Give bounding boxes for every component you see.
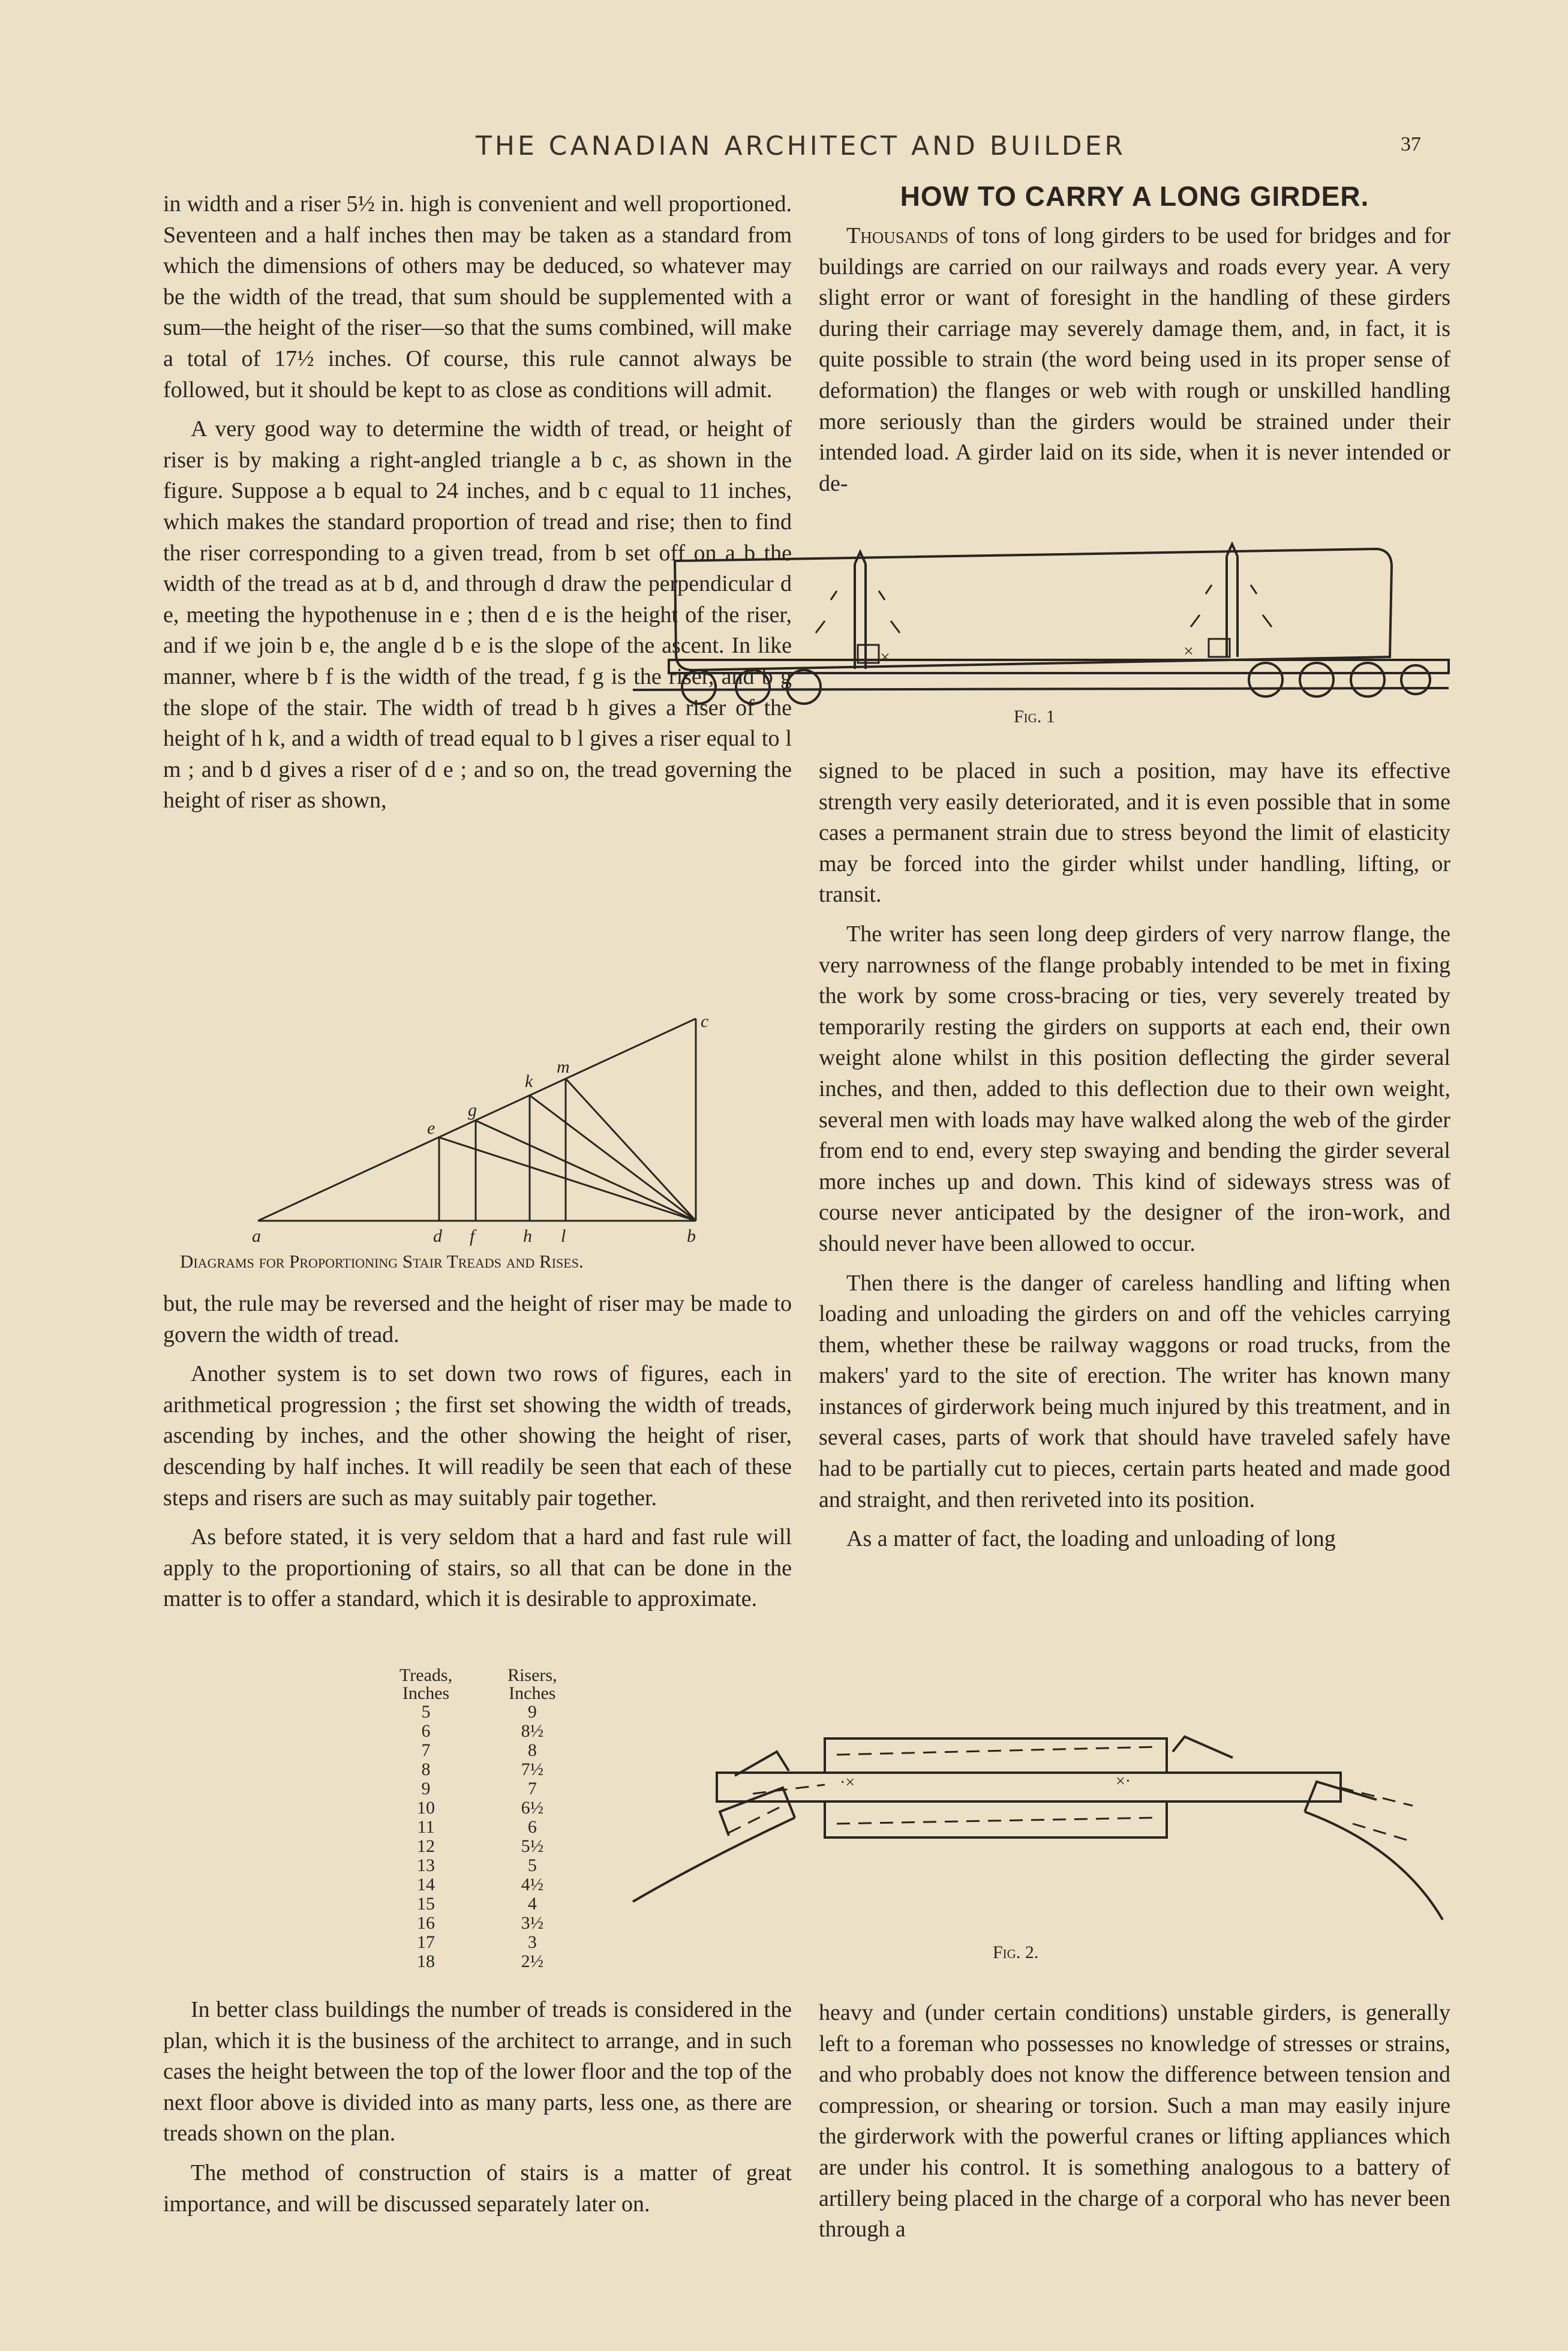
right-paragraph-1-lead: Thousands — [846, 223, 949, 248]
table-row — [372, 1933, 585, 1952]
diagram-label-e: e — [427, 1118, 435, 1138]
left-paragraph-1: in width and a riser 5½ in. high is convenient and well proportioned. Seventeen and a half inches then may be taken as a standard from which the dimensions of others may be deduced, so whatever may be the width of the tread, that sum should be supplemented with a sum—the height of the riser—so that the sums combined, will make a total of 17½ inches. Of course, this rule cannot always be followed, but it should be kept to as close as conditions will admit. — [163, 191, 792, 403]
figure-1-label: Fig. 1 — [1014, 707, 1055, 726]
tread-cell: 8 — [421, 1760, 431, 1779]
tread-cell: 12 — [417, 1836, 435, 1856]
diagram-line-bg — [476, 1121, 696, 1221]
figure-1-rail-wagon — [633, 543, 1449, 705]
left-paragraph-2-text: A very good way to determine the width of tread, or height of riser is by making a right-angled triangle a b c, as shown in the figure. Suppose a b equal to 24 inches, and b c equal to 11 inches, which makes the standard proportion of tread and rise; then to find the riser corresponding to a given tread, from b set off on a b the width of the tread as at b d, and through d draw the perpendicular d e, meeting the hypothenuse in e ; then d e is the height of the riser, and if we join b e, the angle d b e is the slope of the ascent. In like manner, where b f is the width of the tread, f g is the riser, and b g the slope of the stair. The width of tread b h gives a riser of the height of h k, and a width of tread equal to b l gives a riser equal to l m ; and b d gives a riser of d e ; and so on, the tread governing the height of riser as shown, — [163, 416, 792, 813]
left-column-upper — [163, 189, 792, 816]
svg-text:·×: ·× — [840, 1773, 855, 1792]
riser-cell: 8 — [527, 1740, 537, 1760]
diagram-label-c: c — [701, 1011, 709, 1031]
table-row — [372, 1914, 585, 1933]
table-row — [372, 1722, 585, 1741]
figure-2-label: Fig. 2. — [993, 1942, 1039, 1962]
tread-cell: 5 — [421, 1702, 431, 1722]
tread-cell: 6 — [421, 1721, 431, 1741]
diagram-label-d: d — [433, 1226, 442, 1246]
tread-cell: 16 — [417, 1913, 435, 1933]
stair-proportion-diagram — [252, 1011, 720, 1254]
diagram-label-m: m — [557, 1057, 570, 1077]
riser-cell: 7½ — [521, 1760, 544, 1779]
diagram-label-k: k — [525, 1071, 533, 1091]
svg-text:×: × — [880, 647, 890, 667]
table-row — [372, 1818, 585, 1837]
diagram-label-h: h — [523, 1226, 532, 1246]
right-paragraph-1 — [819, 221, 1450, 499]
left-paragraph-6: In better class buildings the number of treads is considered in the plan, which it is the business of the architect to arrange, and in such cases the height between the top of the lower floor and the top of the next floor above is divided into as many parts, less one, as there are treads shown on the plan. — [163, 1997, 792, 2146]
tread-cell: 9 — [421, 1779, 431, 1798]
diagram-label-a: a — [252, 1226, 261, 1246]
riser-cell: 8½ — [521, 1721, 544, 1741]
right-column-upper — [819, 221, 1450, 499]
riser-cell: 5½ — [521, 1836, 544, 1856]
tread-cell: 17 — [417, 1932, 435, 1952]
right-paragraph-6: heavy and (under certain conditions) unstable girders, is generally left to a foreman who possesses no knowledge of stresses or strains, and who probably does not know the difference between tension and compression, or shearing or torsion. Such a man may easily injure the girderwork with the powerful cranes or lifting appliances which are under his control. It is something analogous to a battery of artillery being placed in the charge of a corporal who has never been through a — [819, 2000, 1450, 2242]
page-number: 37 — [1401, 133, 1421, 155]
article-title: HOW TO CARRY A LONG GIRDER. — [900, 181, 1369, 212]
left-column-lower — [163, 1995, 792, 2220]
right-column-middle — [819, 756, 1450, 1555]
tread-cell: 13 — [417, 1855, 435, 1875]
diagram-label-g: g — [468, 1100, 477, 1120]
riser-cell: 9 — [527, 1702, 537, 1722]
table-row — [372, 1837, 585, 1856]
table-row — [372, 1703, 585, 1722]
riser-cell: 4 — [527, 1894, 537, 1914]
left-paragraph-5: As before stated, it is very seldom that a hard and fast rule will apply to the proportioning of stairs, so all that can be done in the matter is to offer a standard, which it is desirable to approximate. — [163, 1524, 792, 1612]
tread-cell: 7 — [421, 1740, 431, 1760]
table-row — [372, 1779, 585, 1798]
riser-cell: 6½ — [521, 1798, 544, 1818]
diagram-label-f: f — [470, 1226, 475, 1246]
riser-cell: 5 — [527, 1855, 537, 1875]
right-paragraph-2: signed to be placed in such a position, may have its effective strength very easily deteriorated, and it is even possible that in some cases a permanent strain due to stress beyond the limit of elasticity may be forced into the girder whilst under handling, lifting, or transit. — [819, 758, 1450, 908]
riser-cell: 6 — [527, 1817, 537, 1837]
tread-cell: 11 — [417, 1817, 435, 1837]
diagram-line-bk — [530, 1095, 696, 1221]
left-paragraph-7: The method of construction of stairs is a matter of great importance, and will be discussed separately later on. — [163, 2160, 792, 2217]
svg-text:×·: ×· — [1116, 1772, 1131, 1791]
right-paragraph-3: The writer has seen long deep girders of very narrow flange, the very narrowness of the flange probably intended to be met in fixing the work by some cross-bracing or ties, very severely treated by temporarily resting the girders on supports at each end, their own weight alone whilst in this position deflecting the girder several inches, and then, added to this deflection due to their own weight, several men with loads may have walked along the web of the girder from end to end, every step swaying and bending the girder several more inches up and down. This kind of sideways stress was of course never anticipated by the designer of the iron-work, and should never have been allowed to occur. — [819, 921, 1450, 1256]
fig2-lower-girder — [717, 1773, 1341, 1801]
riser-cell: 7 — [527, 1779, 537, 1798]
left-column-middle — [163, 1289, 792, 1615]
riser-cell: 2½ — [521, 1951, 544, 1971]
table-row — [372, 1741, 585, 1760]
risers-header-a: Risers, — [507, 1665, 557, 1685]
svg-text:×: × — [1183, 641, 1194, 661]
table-row — [372, 1760, 585, 1779]
tread-cell: 15 — [417, 1894, 435, 1914]
table-row — [372, 1875, 585, 1894]
diagram-label-l: l — [561, 1226, 566, 1246]
riser-cell: 4½ — [521, 1875, 544, 1894]
fig1-girder-outline — [675, 549, 1392, 670]
right-paragraph-1-text: of tons of long girders to be used for bridges and for buildings are carried on our railways and roads every year. A very slight error or want of foresight in the handling of these girders during their carriage may severely damage them, and, in fact, it is quite possible to strain (the word being used in its proper sense of deformation) the flanges or web with rough or unskilled handling more seriously than the girders would be strained under their intended load. A girder laid on its side, when it is never intended or de- — [819, 223, 1450, 496]
right-column-lower — [819, 1998, 1450, 2245]
fig2-upper-girder — [825, 1739, 1167, 1773]
left-paragraph-4: Another system is to set down two rows of figures, each in arithmetical progression ; the first set showing the width of treads, ascending by inches, and the other showing the height of riser, descending by half inches. It will readily be seen that each of these steps and risers are such as may suitably pair together. — [163, 1361, 792, 1511]
riser-cell: 3½ — [521, 1913, 544, 1933]
diagram-caption: Diagrams for Proportioning Stair Treads and Rises. — [180, 1251, 584, 1272]
table-row — [372, 1856, 585, 1875]
treads-risers-rows — [372, 1703, 585, 1971]
treads-risers-table — [372, 1667, 585, 1971]
tread-cell: 14 — [417, 1875, 435, 1894]
treads-header-a: Treads, — [399, 1665, 453, 1685]
right-paragraph-5: As a matter of fact, the loading and unloading of long — [846, 1526, 1336, 1552]
tread-cell: 10 — [417, 1798, 435, 1818]
risers-header-b: Inches — [509, 1683, 556, 1703]
table-row — [372, 1894, 585, 1914]
figure-2-girder-lift — [633, 1728, 1449, 1926]
diagram-label-b: b — [687, 1226, 696, 1246]
riser-cell: 3 — [527, 1932, 537, 1952]
table-row — [372, 1952, 585, 1971]
right-paragraph-4: Then there is the danger of careless handling and lifting when loading and unloading the girders on and off the vehicles carrying them, whether these be railway waggons or road trucks, from the makers' yard to the site of erection. The writer has known many instances of girderwork being much injured by this treatment, and in several cases, parts of work that should have traveled safely have had to be partially cut to pieces, certain parts heated and made good and straight, and then reriveted into its position. — [819, 1270, 1450, 1512]
left-paragraph-3: but, the rule may be reversed and the height of riser may be made to govern the width of tread. — [163, 1291, 792, 1347]
table-row — [372, 1798, 585, 1818]
tread-cell: 18 — [417, 1951, 435, 1971]
treads-header-b: Inches — [402, 1683, 450, 1703]
running-head: THE CANADIAN ARCHITECT AND BUILDER — [476, 131, 1126, 161]
